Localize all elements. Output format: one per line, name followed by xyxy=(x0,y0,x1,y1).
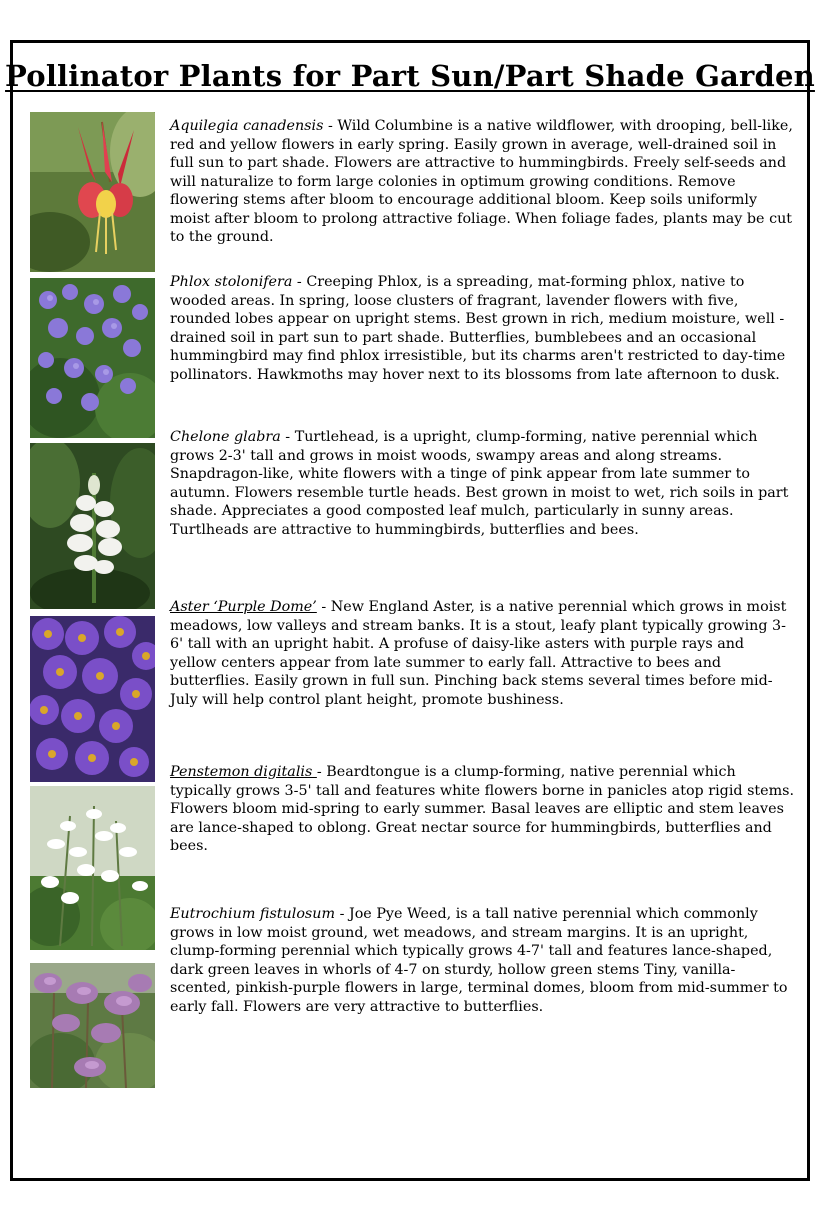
penstemon-photo xyxy=(30,786,155,950)
scientific-name: Aquilegia canadensis xyxy=(170,118,324,134)
scientific-name: Penstemon digitalis xyxy=(170,764,317,780)
scientific-name: Aster ‘Purple Dome’ xyxy=(170,599,317,615)
joe-pye-weed-photo xyxy=(30,963,155,1088)
columbine-photo xyxy=(30,112,155,272)
plant-description-3: Chelone glabra - Turtlehead, is a upright, clump-forming, native perennial which grows 2-3' tall and grows in moist woods, swampy areas and along streams. Snapdragon-like, white flowers with a tinge of pink appear from late summer to autumn. Flowers resemble turtle heads. Best grown in moist to wet, rich soils in part shade. Appreciates a good composted leaf mulch, particularly in sunny areas. Turtlheads are attractive to hummingbirds, butterflies and bees. xyxy=(170,429,789,538)
plant-description-6: Eutrochium fistulosum - Joe Pye Weed, is a tall native perennial which commonly grows in low moist ground, wet meadows, and stream margins. It is an upright, clump-forming perennial which typically grows 4-7' tall and features lance-shaped, dark green leaves in whorls of 4-7 on sturdy, hollow green stems Tiny, vanilla-scented, pinkish-purple flowers in large, terminal domes, bloom from mid-summer to early fall. Flowers are very attractive to butterflies. xyxy=(170,906,788,1015)
aster-photo xyxy=(30,616,155,782)
plant-text: Beardtongue is a clump-forming, native perennial which typically grows 3-5' tall and features white flowers borne in panicles atop rigid stems. Flowers bloom mid-spring to early summer. Basal leaves are elliptic and stem leaves are lance-shaped to oblong. Great nectar source for hummingbirds, butterflies and bees. xyxy=(170,764,795,854)
plant-text: Creeping Phlox, is a spreading, mat-forming phlox, native to wooded areas. In spring, loose clusters of fragrant, lavender flowers with five, rounded lobes appear on upright stems. Best grown in rich, medium moisture, well -drained soil in part sun to part shade. Butterflies, bumblebees and an occasional hummingbird may find phlox irresistible, but its charms aren't restricted to day-time pollinators. Hawkmoths may hover next to its blossoms from late afternoon to dusk. xyxy=(170,274,786,383)
plant-description-5: Penstemon digitalis - Beardtongue is a clump-forming, native perennial which typically grows 3-5' tall and features white flowers borne in panicles atop rigid stems. Flowers bloom mid-spring to early summer. Basal leaves are elliptic and stem leaves are lance-shaped to oblong. Great nectar source for hummingbirds, butterflies and bees. xyxy=(170,764,795,854)
page-title: Pollinator Plants for Part Sun/Part Shade Garden xyxy=(5,59,815,93)
scientific-name: Eutrochium fistulosum xyxy=(170,906,336,922)
plant-description-2: Phlox stolonifera - Creeping Phlox, is a spreading, mat-forming phlox, native to wooded areas. In spring, loose clusters of fragrant, lavender flowers with five, rounded lobes appear on upright stems. Best grown in rich, medium moisture, well -drained soil in part sun to part shade. Butterflies, bumblebees and an occasional hummingbird may find phlox irresistible, but its charms aren't restricted to day-time pollinators. Hawkmoths may hover next to its blossoms from late afternoon to dusk. xyxy=(170,274,786,383)
scientific-name: Phlox stolonifera xyxy=(170,274,293,290)
turtlehead-photo xyxy=(30,443,155,609)
plant-text: Wild Columbine is a native wildflower, with drooping, bell-like, red and yellow flowers in early spring. Easily grown in average, well-drained soil in full sun to part shade. Flowers are attractive to hummingbirds. Freely self-seeds and will naturalize to form large colonies in optimum growing conditions. Remove flowering stems after bloom to encourage additional bloom. Keep soils uniformly moist after bloom to prolong attractive foliage. When foliage fades, plants may be cut to the ground. xyxy=(170,118,793,245)
plant-description-1: Aquilegia canadensis - Wild Columbine is a native wildflower, with drooping, bell-like, red and yellow flowers in early spring. Easily grown in average, well-drained soil in full sun to part shade. Flowers are attractive to hummingbirds. Freely self-seeds and will naturalize to form large colonies in optimum growing conditions. Remove flowering stems after bloom to encourage additional bloom. Keep soils uniformly moist after bloom to prolong attractive foliage. When foliage fades, plants may be cut to the ground. xyxy=(170,118,793,245)
plant-text: Joe Pye Weed, is a tall native perennial which commonly grows in low moist ground, wet meadows, and stream margins. It is an upright, clump-forming perennial which typically grows 4-7' tall and features lance-shaped, dark green leaves in whorls of 4-7 on sturdy, hollow green stems Tiny, vanilla-scented, pinkish-purple flowers in large, terminal domes, bloom from mid-summer to early fall. Flowers are very attractive to butterflies. xyxy=(170,906,788,1015)
plant-text: New England Aster, is a native perennial which grows in moist meadows, low valleys and stream banks. It is a stout, leafy plant typically growing 3-6' tall with an upright habit. A profuse of daisy-like asters with purple rays and yellow centers appear from late summer to early fall. Attractive to bees and butterflies. Easily grown in full sun. Pinching back stems several times before mid-July will help control plant height, promote bushiness. xyxy=(170,599,787,708)
scientific-name: Chelone glabra xyxy=(170,429,281,445)
phlox-photo xyxy=(30,278,155,438)
plant-description-4: Aster ‘Purple Dome’ - New England Aster, is a native perennial which grows in moist meadows, low valleys and stream banks. It is a stout, leafy plant typically growing 3-6' tall with an upright habit. A profuse of daisy-like asters with purple rays and yellow centers appear from late summer to early fall. Attractive to bees and butterflies. Easily grown in full sun. Pinching back stems several times before mid-July will help control plant height, promote bushiness. xyxy=(170,599,787,708)
plant-text: Turtlehead, is a upright, clump-forming, native perennial which grows 2-3' tall and grows in moist woods, swampy areas and along streams. Snapdragon-like, white flowers with a tinge of pink appear from late summer to autumn. Flowers resemble turtle heads. Best grown in moist to wet, rich soils in part shade. Appreciates a good composted leaf mulch, particularly in sunny areas. Turtlheads are attractive to hummingbirds, butterflies and bees. xyxy=(170,429,789,538)
